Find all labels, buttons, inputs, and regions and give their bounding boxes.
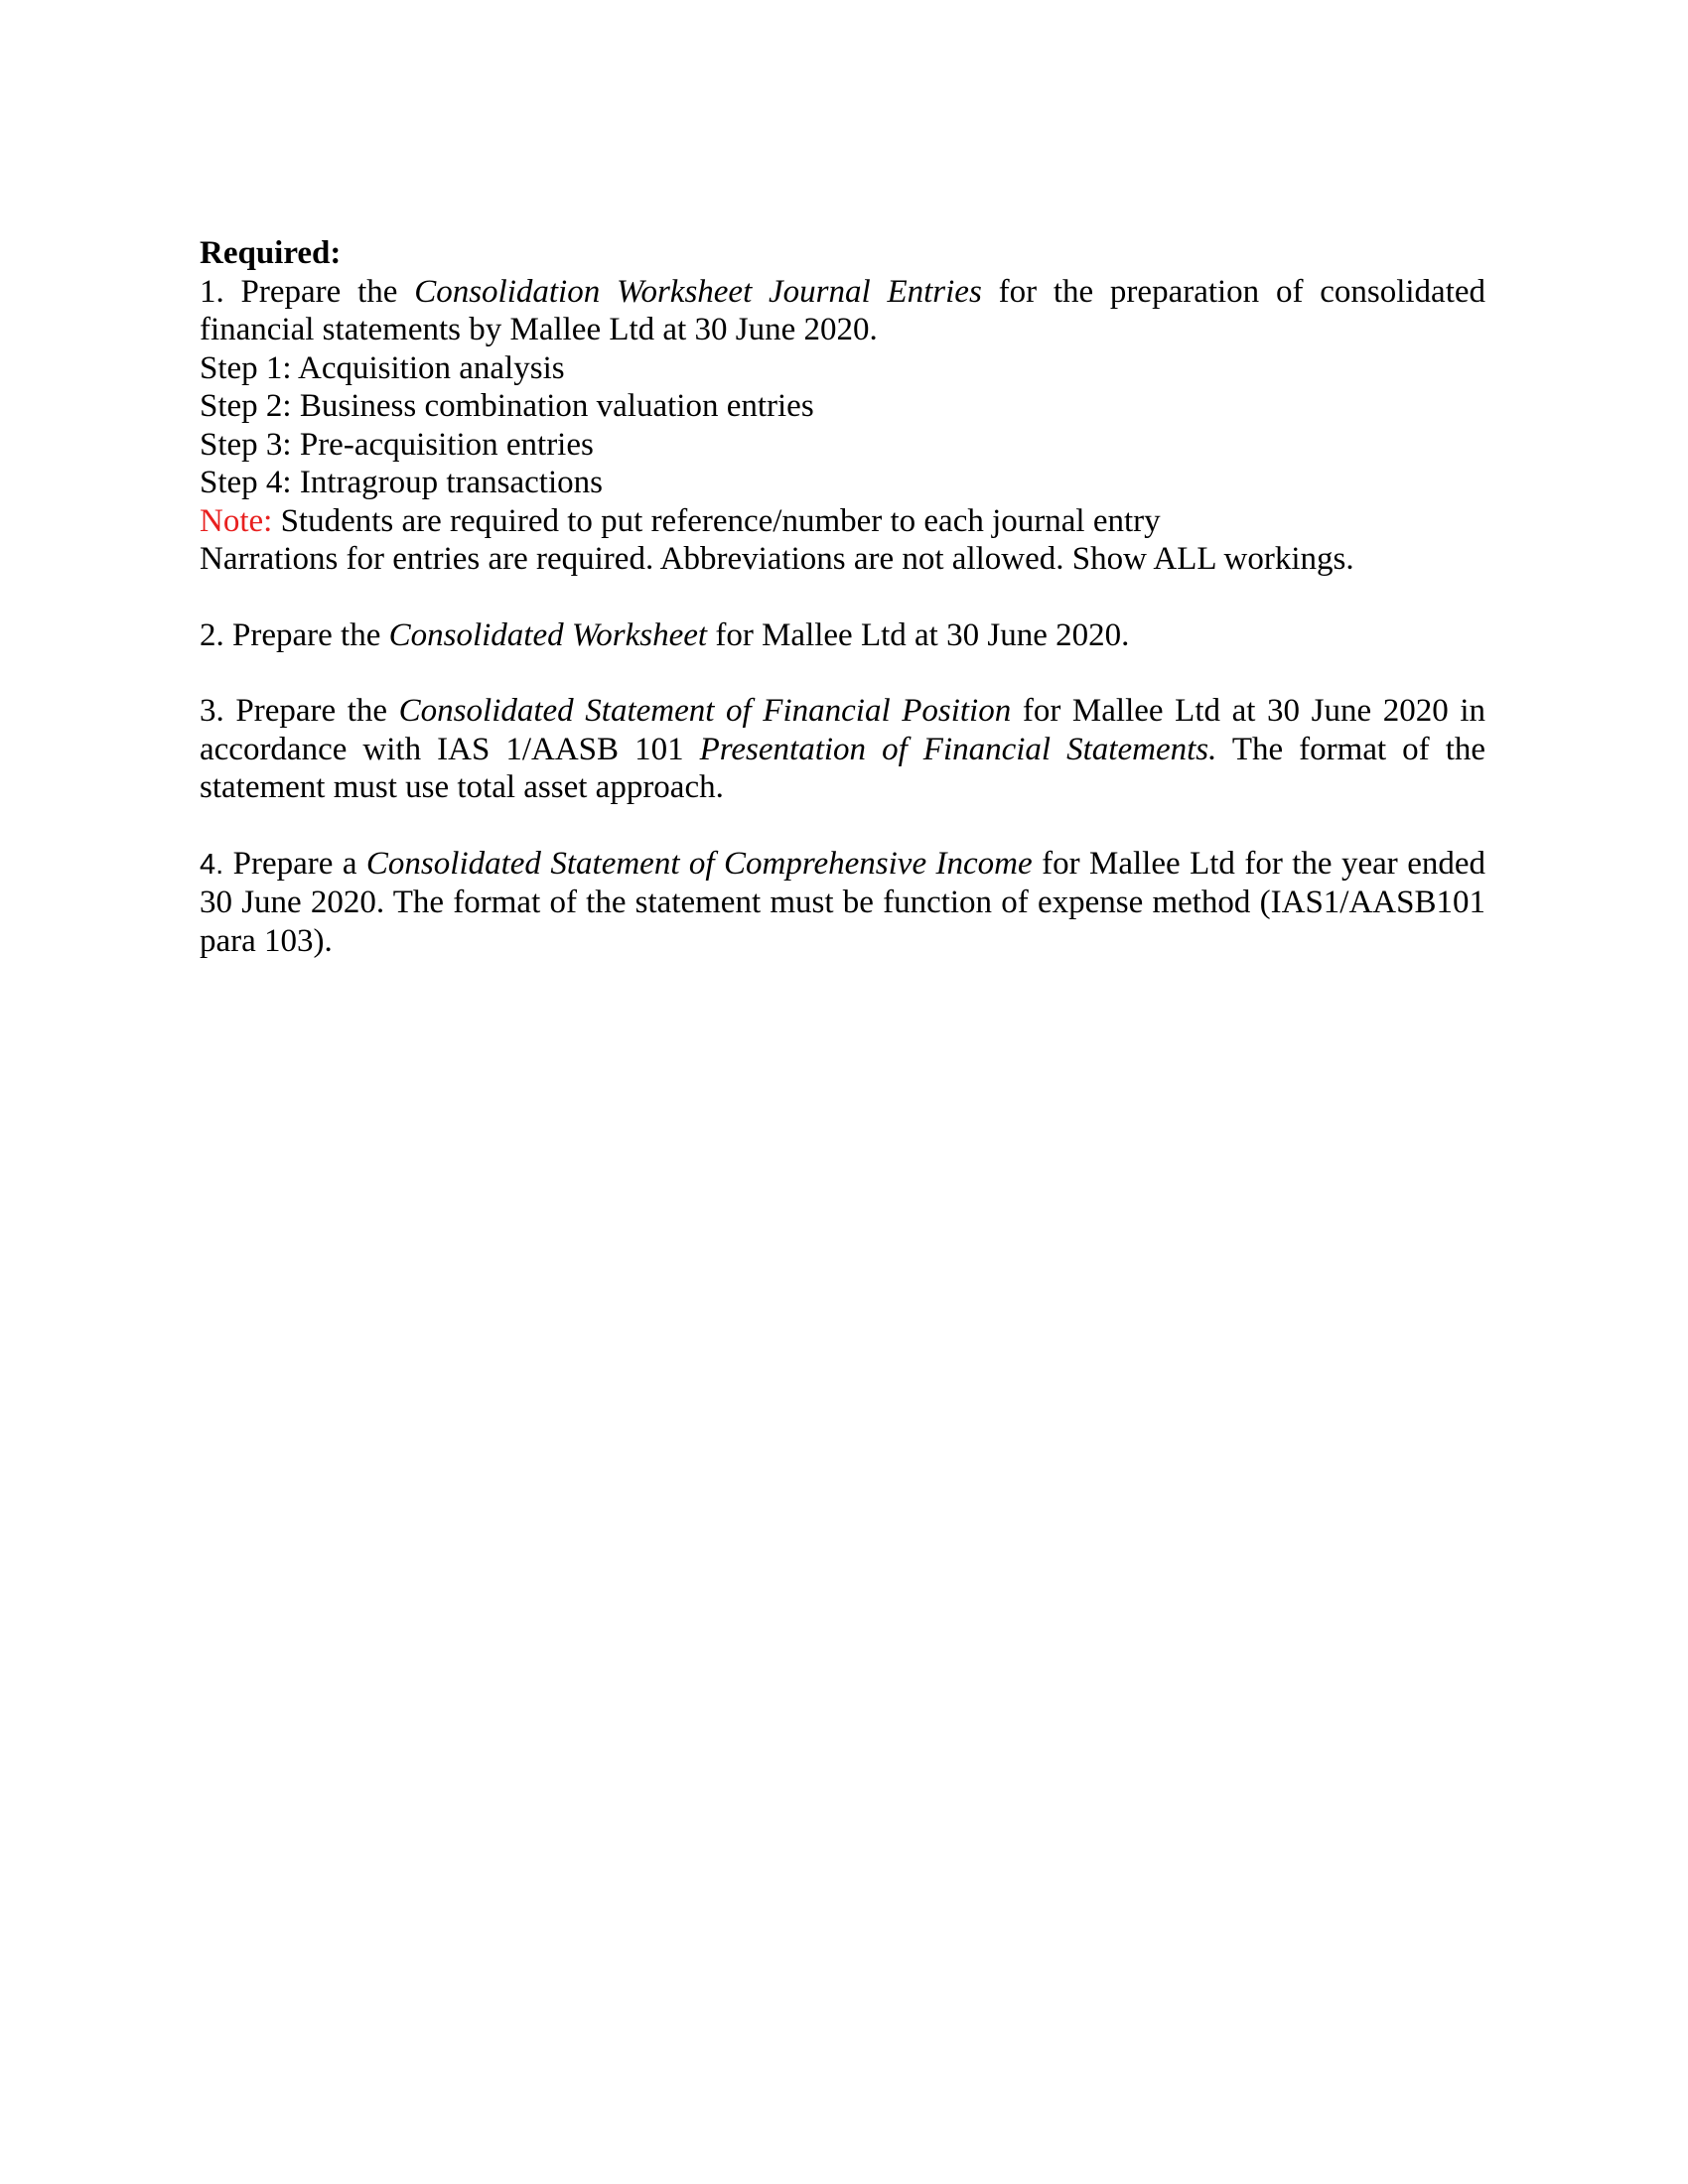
q3-pre: Prepare the: [235, 693, 388, 729]
q1-italic-title: Consolidation Worksheet Journal Entries: [414, 273, 982, 310]
q4-italic-title: Consolidated Statement of Comprehensive Income: [365, 845, 1033, 882]
spacer: [200, 579, 1485, 616]
q3-number: 3.: [200, 693, 224, 729]
note-text: Students are required to put reference/number to each journal entry: [280, 502, 1161, 539]
q1-post: for the preparation of consolidated financial statements by Mallee Ltd at 30 June 2020.: [200, 273, 1486, 347]
q3-italic-standard: Presentation of Financial Statements.: [699, 731, 1217, 767]
q1-number: 1.: [200, 273, 224, 310]
spacer: [200, 654, 1485, 692]
q1-pre: Prepare the: [240, 273, 398, 310]
q3-post: The format of the statement must use total asset approach.: [200, 731, 1486, 805]
q2-italic-title: Consolidated Worksheet: [388, 616, 708, 653]
question-1: [200, 273, 1485, 349]
note-line: [200, 502, 1485, 541]
question-3: [200, 692, 1485, 807]
q4-pre: Prepare a: [232, 845, 357, 882]
q4-number: 4.: [200, 848, 224, 881]
step-3: Step 3: Pre-acquisition entries: [200, 426, 594, 463]
document-body: [200, 234, 1485, 960]
q3-mid: for Mallee Ltd at 30 June 2020 in accordance with IAS 1/AASB 101: [200, 693, 1486, 767]
step-4: Step 4: Intragroup transactions: [200, 465, 603, 500]
q2-pre: Prepare the: [232, 616, 381, 653]
narrations-line: Narrations for entries are required. Abbreviations are not allowed. Show ALL workings.: [200, 541, 1354, 577]
step-1: Step 1: Acquisition analysis: [200, 349, 565, 386]
q2-number: 2.: [200, 616, 224, 653]
required-heading: Required:: [200, 235, 342, 271]
q2-post: for Mallee Ltd at 30 June 2020.: [715, 616, 1130, 653]
spacer: [200, 807, 1485, 845]
question-2: [200, 616, 1485, 655]
question-4: [200, 845, 1485, 961]
q3-italic-title: Consolidated Statement of Financial Position: [398, 693, 1012, 729]
step-2: Step 2: Business combination valuation entries: [200, 388, 814, 424]
q4-post: for Mallee Ltd for the year ended 30 June 2020. The format of the statement must be function of expense method (IAS1/AASB101 para 103).: [200, 845, 1486, 959]
note-label: Note:: [200, 502, 273, 539]
